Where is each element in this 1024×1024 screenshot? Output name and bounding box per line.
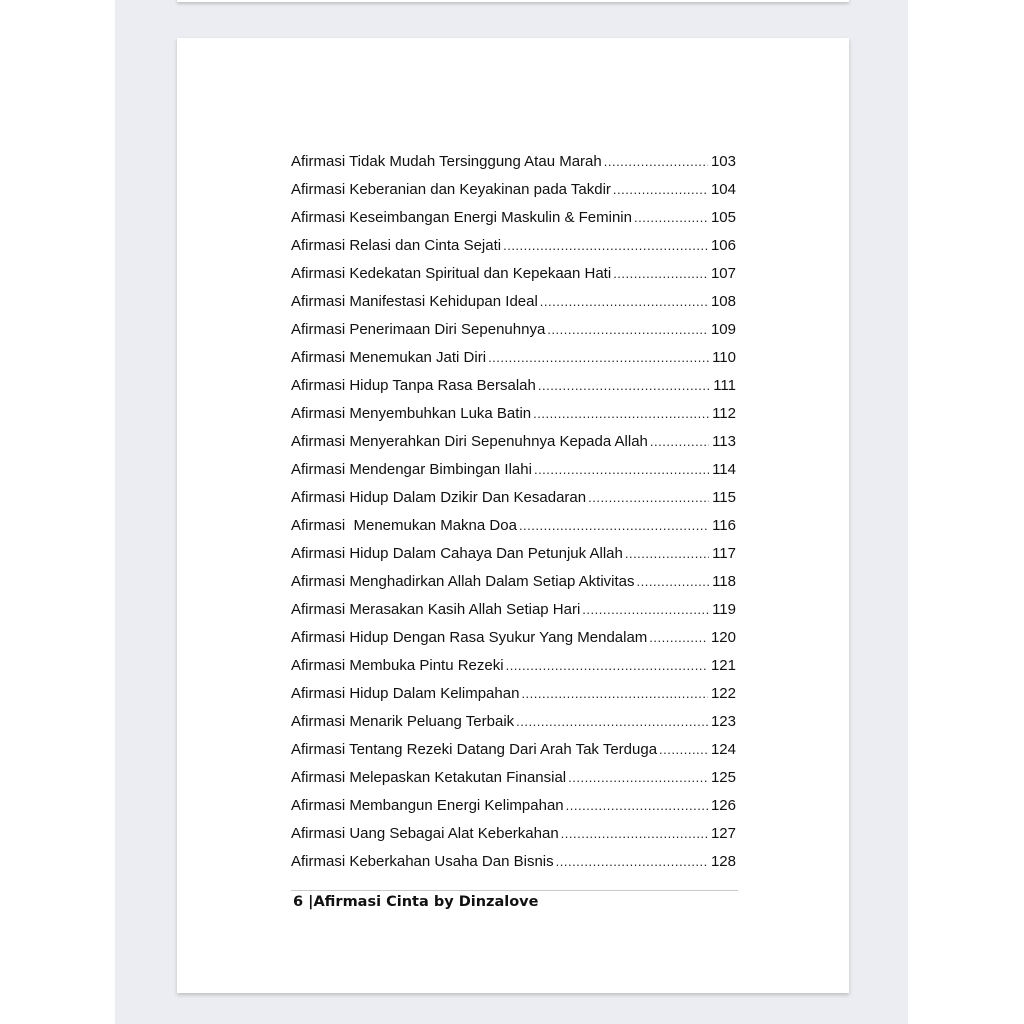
toc-entry-page-number: 115: [712, 489, 736, 506]
toc-entry-page-number: 107: [710, 265, 736, 282]
toc-entry-page-number: 124: [710, 741, 736, 758]
toc-entry-title: Afirmasi Mendengar Bimbingan Ilahi: [291, 461, 532, 478]
toc-entry: [291, 652, 736, 680]
toc-entry-title: Afirmasi Tentang Rezeki Datang Dari Arah Tak Terduga: [291, 741, 658, 758]
toc-entry-title: Afirmasi Menemukan Makna Doa: [291, 517, 517, 534]
toc-dot-leader: [533, 400, 709, 428]
toc-entry-page-number: 127: [710, 825, 736, 842]
toc-entry: [291, 316, 736, 344]
toc-entry-page-number: 117: [712, 545, 736, 562]
toc-entry-title: Afirmasi Membuka Pintu Rezeki: [291, 657, 504, 674]
toc-entry-page-number: 125: [710, 769, 736, 786]
footer-separator: |: [303, 894, 314, 910]
toc-entry-title: Afirmasi Melepaskan Ketakutan Finansial: [291, 769, 567, 786]
toc-entry-title: Afirmasi Relasi dan Cinta Sejati: [291, 237, 502, 254]
toc-entry: [291, 540, 736, 568]
toc-entry-title: Afirmasi Menghadirkan Allah Dalam Setiap Aktivitas: [291, 573, 635, 590]
toc-entry: [291, 428, 736, 456]
previous-page-edge: [177, 0, 849, 2]
toc-dot-leader: [650, 428, 709, 456]
toc-entry-page-number: 110: [712, 349, 736, 366]
toc-entry-page-number: 119: [712, 601, 736, 618]
document-page: [177, 38, 849, 993]
toc-dot-leader: [588, 484, 709, 512]
toc-entry: [291, 680, 736, 708]
toc-entry-title: Afirmasi Kedekatan Spiritual dan Kepekaan Hati: [291, 265, 612, 282]
table-of-contents: [291, 148, 736, 876]
toc-entry-title: Afirmasi Hidup Tanpa Rasa Bersalah: [291, 377, 536, 394]
toc-entry-page-number: 113: [712, 433, 736, 450]
toc-dot-leader: [582, 596, 709, 624]
toc-dot-leader: [488, 344, 709, 372]
toc-dot-leader: [540, 288, 708, 316]
toc-dot-leader: [538, 372, 710, 400]
toc-entry-page-number: 105: [710, 209, 736, 226]
toc-entry-page-number: 120: [710, 629, 736, 646]
toc-entry: [291, 288, 736, 316]
toc-dot-leader: [649, 624, 708, 652]
toc-entry-page-number: 116: [712, 517, 736, 534]
toc-dot-leader: [521, 680, 708, 708]
toc-dot-leader: [625, 540, 709, 568]
toc-entry: [291, 792, 736, 820]
toc-entry-title: Afirmasi Tidak Mudah Tersinggung Atau Marah: [291, 153, 602, 170]
toc-entry-title: Afirmasi Menyembuhkan Luka Batin: [291, 405, 532, 422]
document-viewer: [115, 0, 908, 1024]
toc-entry: [291, 400, 736, 428]
toc-entry: [291, 820, 736, 848]
toc-entry-page-number: 128: [710, 853, 736, 870]
toc-entry-page-number: 114: [712, 461, 736, 478]
toc-dot-leader: [604, 148, 708, 176]
toc-entry-title: Afirmasi Menarik Peluang Terbaik: [291, 713, 515, 730]
toc-entry-title: Afirmasi Hidup Dalam Cahaya Dan Petunjuk Allah: [291, 545, 623, 562]
toc-entry-title: Afirmasi Menemukan Jati Diri: [291, 349, 487, 366]
toc-entry-title: Afirmasi Keseimbangan Energi Maskulin & Feminin: [291, 209, 632, 226]
toc-entry-page-number: 111: [713, 377, 736, 394]
footer-book-title: Afirmasi Cinta by Dinzalove: [313, 894, 539, 910]
toc-entry-page-number: 108: [710, 293, 736, 310]
toc-entry-title: Afirmasi Merasakan Kasih Allah Setiap Hari: [291, 601, 581, 618]
toc-entry: [291, 848, 736, 876]
toc-entry: [291, 764, 736, 792]
toc-entry-page-number: 121: [710, 657, 736, 674]
toc-dot-leader: [566, 792, 708, 820]
toc-entry: [291, 708, 736, 736]
toc-entry: [291, 736, 736, 764]
toc-entry: [291, 176, 736, 204]
toc-dot-leader: [503, 232, 708, 260]
toc-entry-title: Afirmasi Manifestasi Kehidupan Ideal: [291, 293, 538, 310]
toc-dot-leader: [506, 652, 708, 680]
toc-dot-leader: [568, 764, 708, 792]
toc-dot-leader: [637, 568, 710, 596]
toc-entry-page-number: 109: [710, 321, 736, 338]
toc-entry-title: Afirmasi Hidup Dalam Kelimpahan: [291, 685, 520, 702]
toc-dot-leader: [613, 260, 708, 288]
toc-dot-leader: [547, 316, 708, 344]
toc-entry-page-number: 123: [710, 713, 736, 730]
toc-entry-title: Afirmasi Hidup Dengan Rasa Syukur Yang Mendalam: [291, 629, 648, 646]
toc-entry: [291, 512, 736, 540]
toc-entry: [291, 484, 736, 512]
toc-dot-leader: [516, 708, 708, 736]
toc-entry-page-number: 106: [710, 237, 736, 254]
toc-entry: [291, 596, 736, 624]
toc-entry-title: Afirmasi Membangun Energi Kelimpahan: [291, 797, 564, 814]
footer-divider: [291, 890, 738, 891]
toc-entry-title: Afirmasi Keberkahan Usaha Dan Bisnis: [291, 853, 554, 870]
toc-entry-title: Afirmasi Hidup Dalam Dzikir Dan Kesadaran: [291, 489, 587, 506]
toc-dot-leader: [634, 204, 708, 232]
toc-entry: [291, 232, 736, 260]
toc-dot-leader: [556, 848, 708, 876]
toc-entry: [291, 456, 736, 484]
toc-entry: [291, 372, 736, 400]
toc-entry-page-number: 104: [710, 181, 736, 198]
toc-entry: [291, 204, 736, 232]
toc-dot-leader: [519, 512, 709, 540]
toc-entry-page-number: 122: [710, 685, 736, 702]
toc-entry: [291, 344, 736, 372]
toc-entry-page-number: 112: [712, 405, 736, 422]
toc-entry-title: Afirmasi Menyerahkan Diri Sepenuhnya Kepada Allah: [291, 433, 648, 450]
toc-entry-title: Afirmasi Keberanian dan Keyakinan pada Takdir: [291, 181, 611, 198]
page-footer: [293, 894, 538, 910]
toc-entry-page-number: 126: [710, 797, 736, 814]
toc-entry: [291, 148, 736, 176]
toc-entry: [291, 568, 736, 596]
toc-entry-page-number: 103: [710, 153, 736, 170]
toc-dot-leader: [561, 820, 708, 848]
footer-page-number: 6: [293, 894, 304, 910]
toc-entry-title: Afirmasi Uang Sebagai Alat Keberkahan: [291, 825, 559, 842]
toc-dot-leader: [613, 176, 708, 204]
toc-dot-leader: [659, 736, 708, 764]
toc-entry-title: Afirmasi Penerimaan Diri Sepenuhnya: [291, 321, 546, 338]
toc-dot-leader: [534, 456, 709, 484]
toc-entry-page-number: 118: [712, 573, 736, 590]
toc-entry: [291, 260, 736, 288]
toc-entry: [291, 624, 736, 652]
